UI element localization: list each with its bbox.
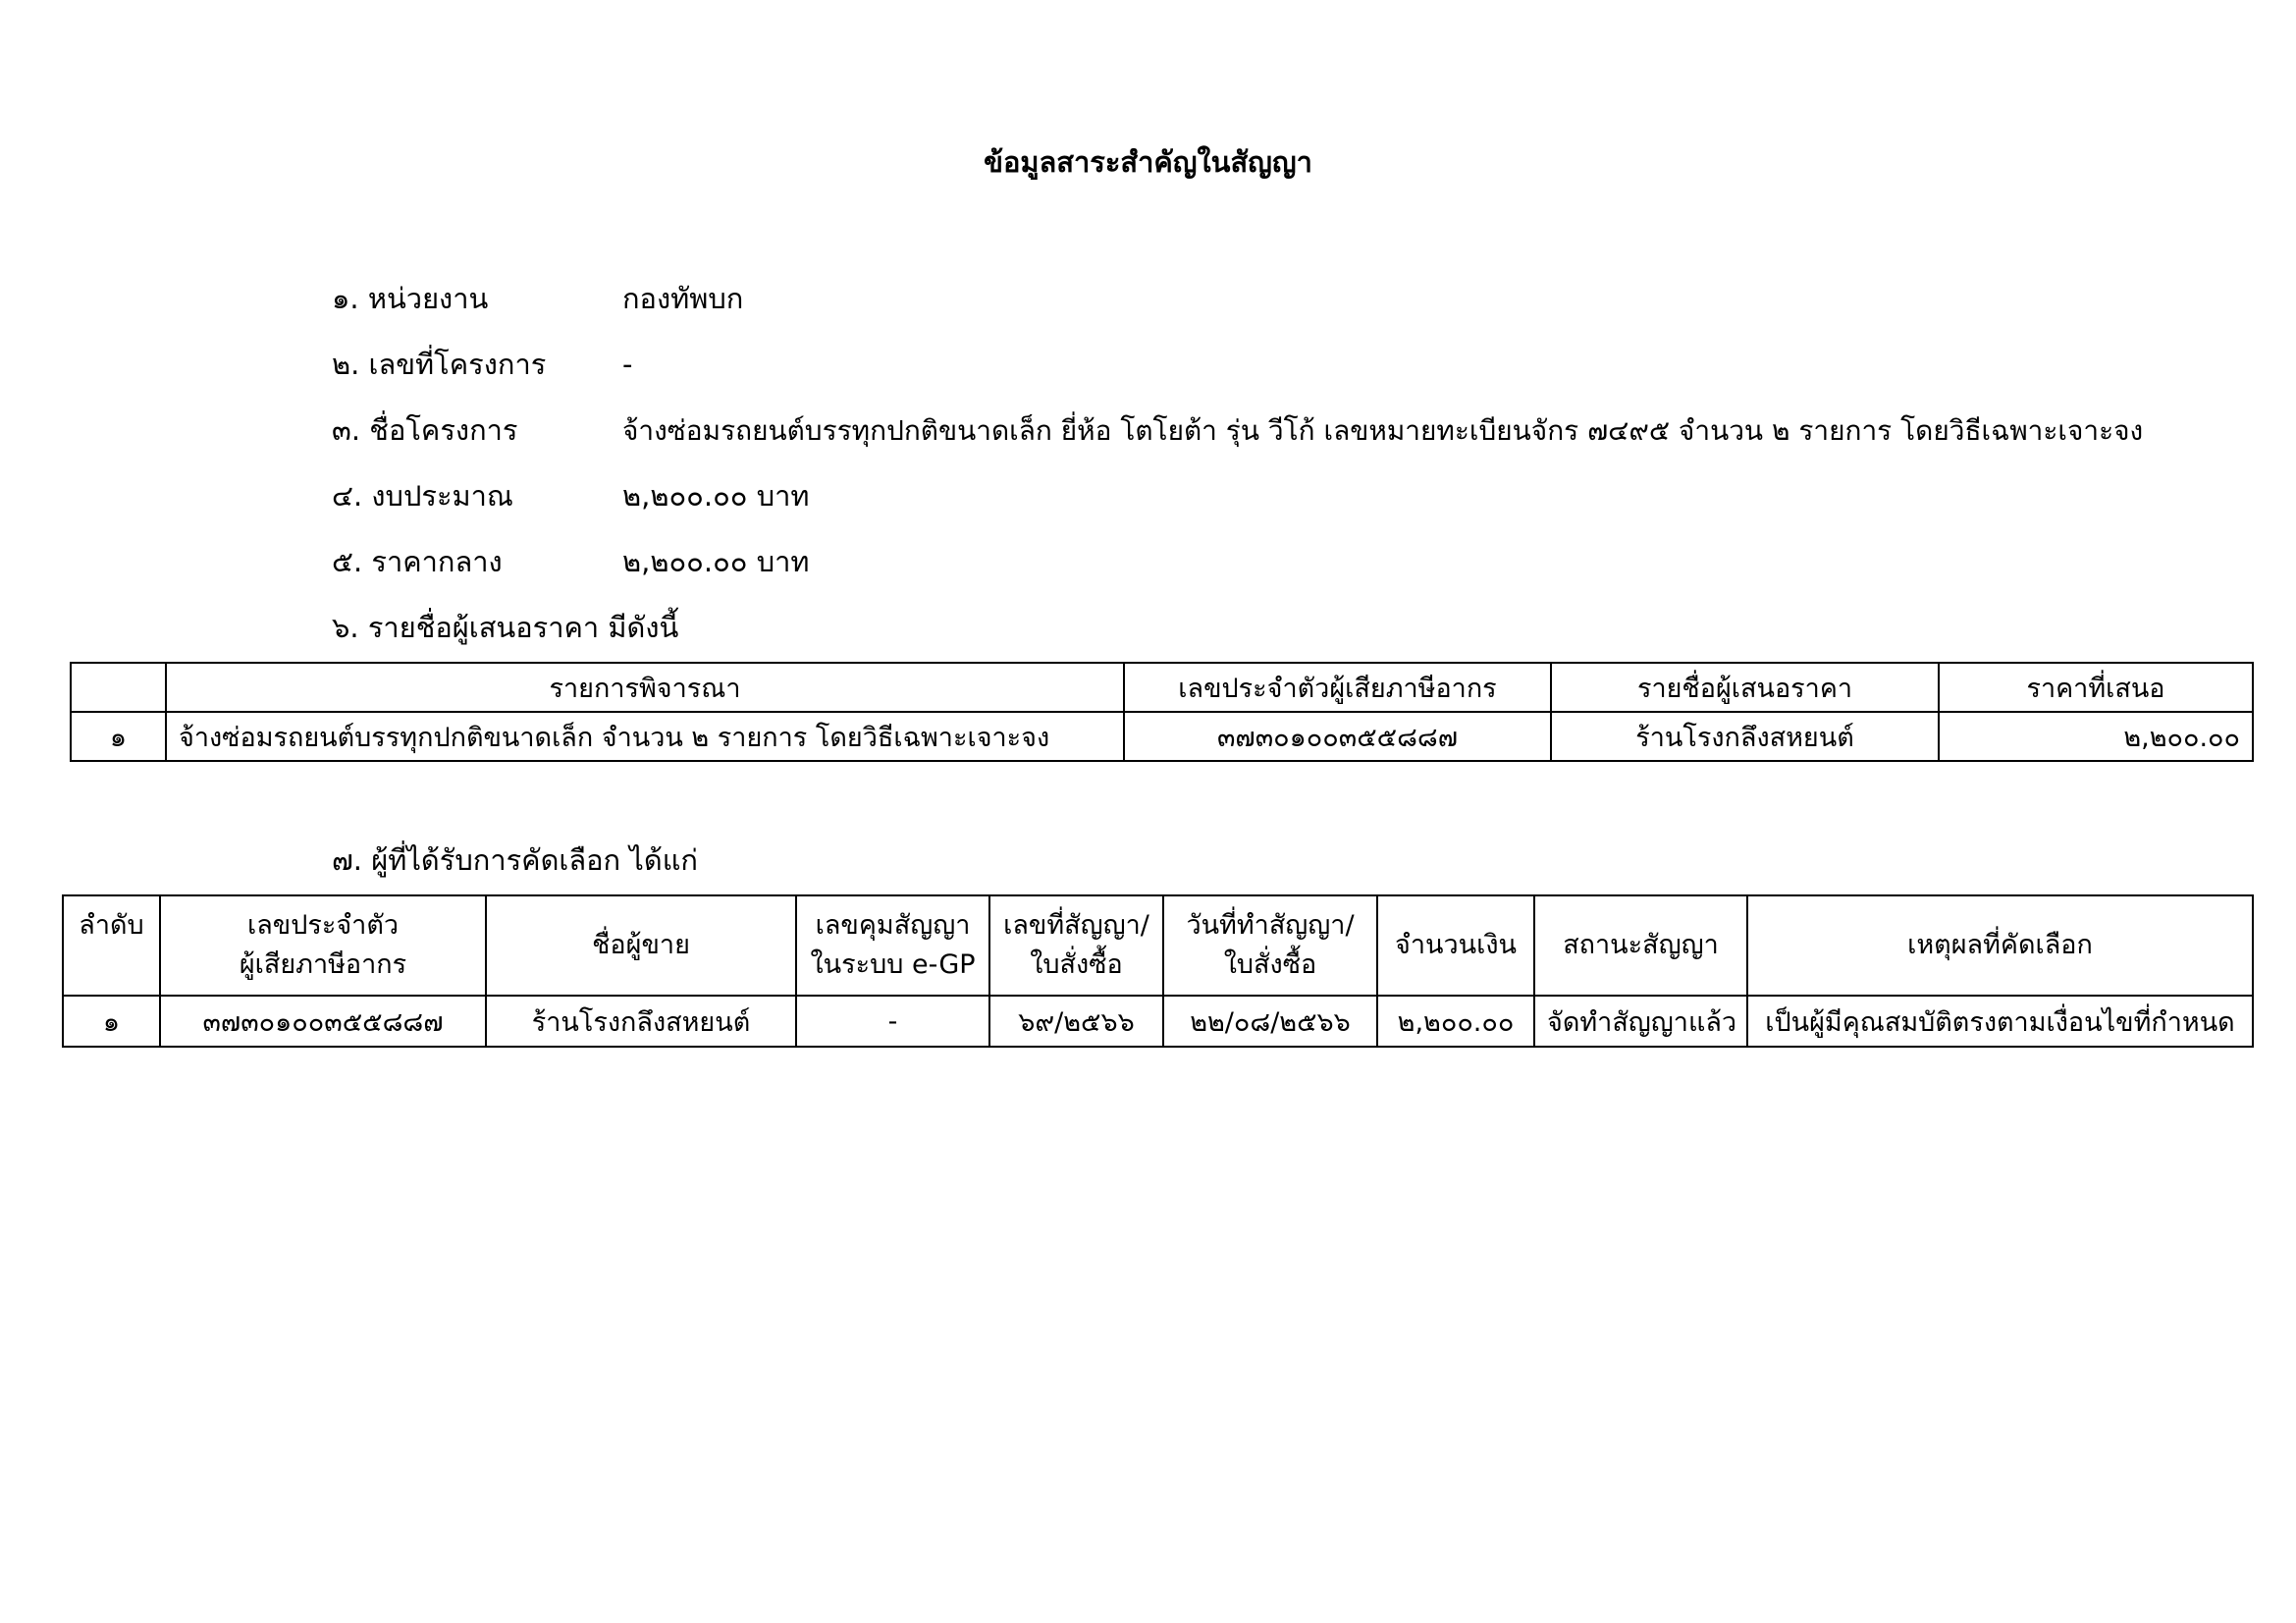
table-cell: ๓๗๓๐๑๐๐๓๕๕๘๘๗ [160,996,486,1047]
field-label: ๒. เลขที่โครงการ [332,348,547,381]
field-value: - [622,348,633,381]
document-title: ข้อมูลสาระสำคัญในสัญญา [984,145,1312,179]
field-value: ๒,๒๐๐.๐๐ บาท [622,479,810,513]
table-cell: จัดทำสัญญาแล้ว [1534,996,1747,1047]
field-label: ๔. งบประมาณ [332,479,513,513]
field-budget [332,473,810,518]
table-cell: - [796,996,989,1047]
winners-heading: ๗. ผู้ที่ได้รับการคัดเลือก ได้แก่ [332,843,698,877]
table-row [71,712,2253,761]
field-project-number [332,342,632,387]
column-header-seller: ชื่อผู้ขาย [486,895,796,996]
award-table [62,894,2254,1048]
column-header-amount: จำนวนเงิน [1377,895,1534,996]
table-cell: ๑ [71,712,166,761]
table-header-row [63,895,2253,996]
column-header: รายการพิจารณา [166,663,1124,712]
table-row [63,996,2253,1047]
field-project-name [332,407,2143,453]
field-value: กองทัพบก [622,282,744,315]
field-label: ๑. หน่วยงาน [332,282,489,315]
table-cell: ๒,๒๐๐.๐๐ [1377,996,1534,1047]
table-cell: ร้านโรงกลึงสหยนต์ [1551,712,1939,761]
column-header-egp-number: เลขคุมสัญญา ในระบบ e-GP [796,895,989,996]
table-cell: ๒,๒๐๐.๐๐ [1939,712,2253,761]
field-agency [332,276,743,321]
column-header: เลขประจำตัวผู้เสียภาษีอากร [1124,663,1551,712]
table-cell: ๖๙/๒๕๖๖ [989,996,1163,1047]
table-cell: ๓๗๓๐๑๐๐๓๕๕๘๘๗ [1124,712,1551,761]
field-label: ๓. ชื่อโครงการ [332,413,518,447]
field-value: ๒,๒๐๐.๐๐ บาท [622,545,810,578]
column-header-contract-number: เลขที่สัญญา/ ใบสั่งซื้อ [989,895,1163,996]
table-header-row [71,663,2253,712]
bidders-heading: ๖. รายชื่อผู้เสนอราคา มีดังนี้ [332,611,679,644]
field-reference-price [332,539,810,584]
table-cell: ร้านโรงกลึงสหยนต์ [486,996,796,1047]
column-header-status: สถานะสัญญา [1534,895,1747,996]
field-value: จ้างซ่อมรถยนต์บรรทุกปกติขนาดเล็ก ยี่ห้อ โตโยต้า รุ่น วีโก้ เลขหมายทะเบียนจักร ๗๔๙๕ จำนวน ๒ รายการ โดยวิธีเฉพาะเจาะจง [622,414,2144,447]
column-header-reason: เหตุผลที่คัดเลือก [1747,895,2253,996]
table-cell: เป็นผู้มีคุณสมบัติตรงตามเงื่อนไขที่กำหนด [1747,996,2253,1047]
column-header-order: ลำดับ [63,895,160,996]
column-header: ราคาที่เสนอ [1939,663,2253,712]
column-header [71,663,166,712]
field-label: ๕. ราคากลาง [332,545,503,578]
column-header-tax-id: เลขประจำตัว ผู้เสียภาษีอากร [160,895,486,996]
table-cell: ๑ [63,996,160,1047]
table-cell: จ้างซ่อมรถยนต์บรรทุกปกติขนาดเล็ก จำนวน ๒ รายการ โดยวิธีเฉพาะเจาะจง [166,712,1124,761]
bidders-table [70,662,2254,762]
column-header-contract-date: วันที่ทำสัญญา/ ใบสั่งซื้อ [1163,895,1377,996]
column-header: รายชื่อผู้เสนอราคา [1551,663,1939,712]
table-cell: ๒๒/๐๘/๒๕๖๖ [1163,996,1377,1047]
